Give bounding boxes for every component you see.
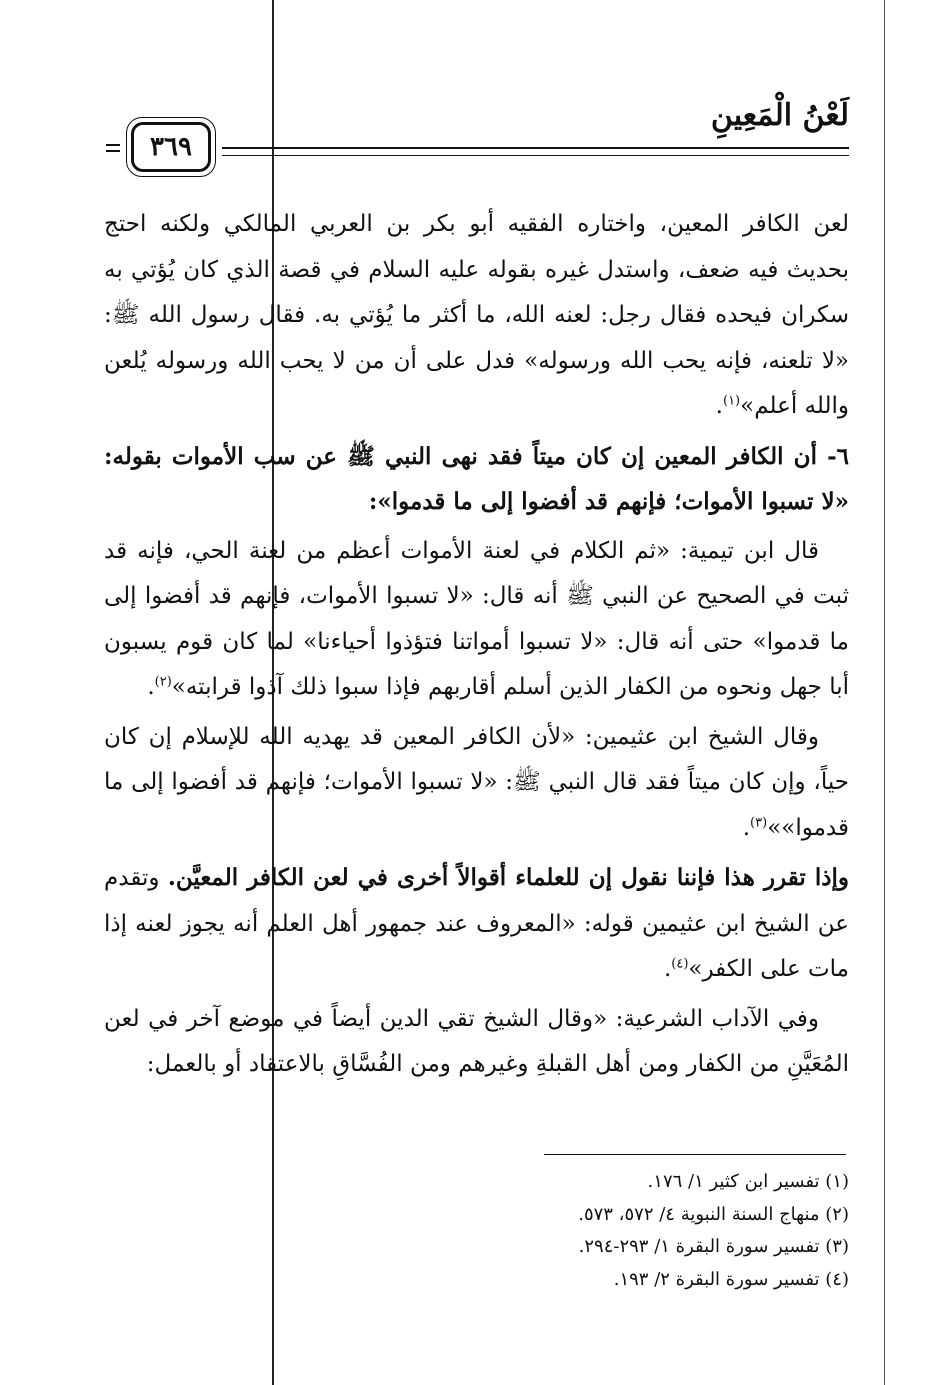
text-line: حتى أنه قال: «لا تسبوا أمواتنا فتؤذوا أحياءنا» لما كان قوم يسبون أبا جهل ونحوه — [104, 628, 849, 700]
text-line: المُعَيَّنِ من الكفار ومن أهل القبلةِ وغيرهم ومن الفُسَّاقِ بالاعتقاد أو بالعمل: — [146, 1051, 849, 1077]
paragraph-2 — [104, 434, 849, 525]
footnote-3: (٣) تفسير سورة البقرة ١/ ٢٩٣-٢٩٤. — [578, 1236, 849, 1257]
paragraph-4: وقال الشيخ ابن عثيمين: «لأن الكافر المعين قد يهديه الله للإسلام إن كان حياً، وإن كان ميتاً فقد قال النبي ﷺ: «لا تسبوا الأموات؛ فإنهم قد أفضوا إلى ما قدموا»»$^{(٣)}$. — [104, 723, 849, 841]
text-line: وتقدم — [104, 865, 160, 891]
footnote-4: (٤) تفسير سورة البقرة ٢/ ١٩٣. — [613, 1268, 849, 1290]
footnote-2: (٢) منهاج السنة النبوية ٤/ ٥٧٢، ٥٧٣. — [578, 1203, 849, 1225]
text-line: ٦- أن الكافر المعين إن كان ميتاً فقد نهى النبي ﷺ عن سب الأموات بقوله: «لا — [104, 442, 849, 515]
text-line: وفي الآداب الشرعية: «وقال الشيخ تقي الدين أيضاً في موضع آخر في لعن — [104, 1005, 819, 1032]
page-header — [104, 96, 849, 180]
text-line: مات على الكفر» — [688, 956, 849, 982]
header-rule — [222, 147, 849, 149]
text-line: من الكفار الذين أسلم أقاربهم فإذا سبوا ذلك آذوا قرابته» — [171, 674, 709, 700]
footnote-ref: (٤) — [671, 956, 689, 972]
text-line: وقال الشيخ ابن عثيمين: «لأن الكافر المعين قد يهديه الله للإسلام إن كان — [104, 723, 819, 750]
paragraph-6 — [104, 997, 849, 1088]
scan-edge-line — [884, 0, 885, 1385]
footnote-ref: (٣) — [750, 814, 768, 830]
footnote-ref: (٢) — [154, 674, 172, 690]
body-text — [104, 202, 849, 1088]
footnote-1: (١) تفسير ابن كثير ١/ ١٧٦. — [647, 1171, 849, 1192]
paragraph-5: وإذا تقرر هذا فإننا نقول إن للعلماء أقوالاً أخرى في لعن الكافر المعيَّن. وتقدم عن الشيخ ابن عثيمين قوله: «المعروف عند جمهور أهل العلم أنه يجوز لعنه إذا مات على الكفر»$^{(٤)}$. — [104, 864, 850, 982]
text-line: يحب الله ورسوله» فدل على أن من لا يحب الله ورسوله يُلعن والله أعلم» — [104, 347, 849, 419]
footnote-ref: (١) — [722, 393, 741, 409]
text-line: لعن الكافر المعين، واختاره الفقيه أبو بكر بن العربي المالكي ولكنه احتج بحديث — [104, 211, 849, 283]
page-number: ٣٦٩ — [131, 122, 211, 172]
text-line: قدموا»» — [767, 814, 849, 841]
paragraph-3: قال ابن تيمية: «ثم الكلام في لعنة الأموات أعظم من لعنة الحي، فإنه قد ثبت في الصحيح عن النبي ﷺ أنه قال: «لا تسبوا الأموات، فإنهم قد أفضوا إلى ما قدموا» حتى أنه قال: «لا تسبوا أمواتنا فتؤذوا أحياءنا» لما كان قوم يسبون أبا جهل ونحوه من الكفار الذين أسلم أقاربهم فإذا سبوا ذلك آذوا قرابته»$^{(٢)}$. — [104, 537, 850, 700]
text-line: فيحده فقال رجل: لعنه الله، ما أكثر ما يُؤتي به. فقال رسول الله ﷺ: «لا تلعنه، فإنه — [104, 302, 850, 374]
text-line: تسبوا الأموات؛ فإنهم قد أفضوا إلى ما قدموا»: — [368, 488, 814, 515]
header-ornament — [106, 144, 120, 152]
text-line: حياً، وإن كان ميتاً فقد قال النبي ﷺ: «لا تسبوا الأموات؛ فإنهم قد أفضوا إلى ما — [104, 769, 849, 795]
paragraph-1: لعن الكافر المعين، واختاره الفقيه أبو بكر بن العربي المالكي ولكنه احتج بحديث فيه ضعف، واستدل غيره بقوله عليه السلام في قصة الذي كان يُؤتي به سكران فيحده فقال رجل: لعنه الله، ما أكثر ما يُؤتي به. فقال رسول الله ﷺ: «لا تلعنه، فإنه يحب الله ورسوله» فدل على أن من لا يحب الله ورسوله يُلعن والله أعلم»$^{(١)}$. — [104, 211, 850, 419]
footnote-separator — [544, 1154, 846, 1155]
book-title: لَعْنُ الْمَعِينِ — [710, 98, 849, 133]
text-line: قال ابن تيمية: «ثم الكلام في لعنة الأموات أعظم من لعنة الحي، فإنه قد ثبت في — [104, 537, 850, 609]
header-rule-thin — [222, 155, 849, 156]
text-line: فيه ضعف، واستدل غيره بقوله عليه السلام في قصة الذي كان يُؤتي به سكران — [104, 256, 850, 328]
text-line: الصحيح عن النبي ﷺ أنه قال: «لا تسبوا الأموات، فإنهم قد أفضوا إلى ما قدموا» — [104, 583, 849, 655]
bold-statement: وإذا تقرر هذا فإننا نقول إن للعلماء أقوالاً أخرى في لعن الكافر المعيَّن. — [167, 864, 850, 891]
footnotes — [104, 1166, 849, 1296]
text-line: عن الشيخ ابن عثيمين قوله: «المعروف عند جمهور أهل العلم أنه يجوز لعنه إذا — [104, 910, 849, 937]
